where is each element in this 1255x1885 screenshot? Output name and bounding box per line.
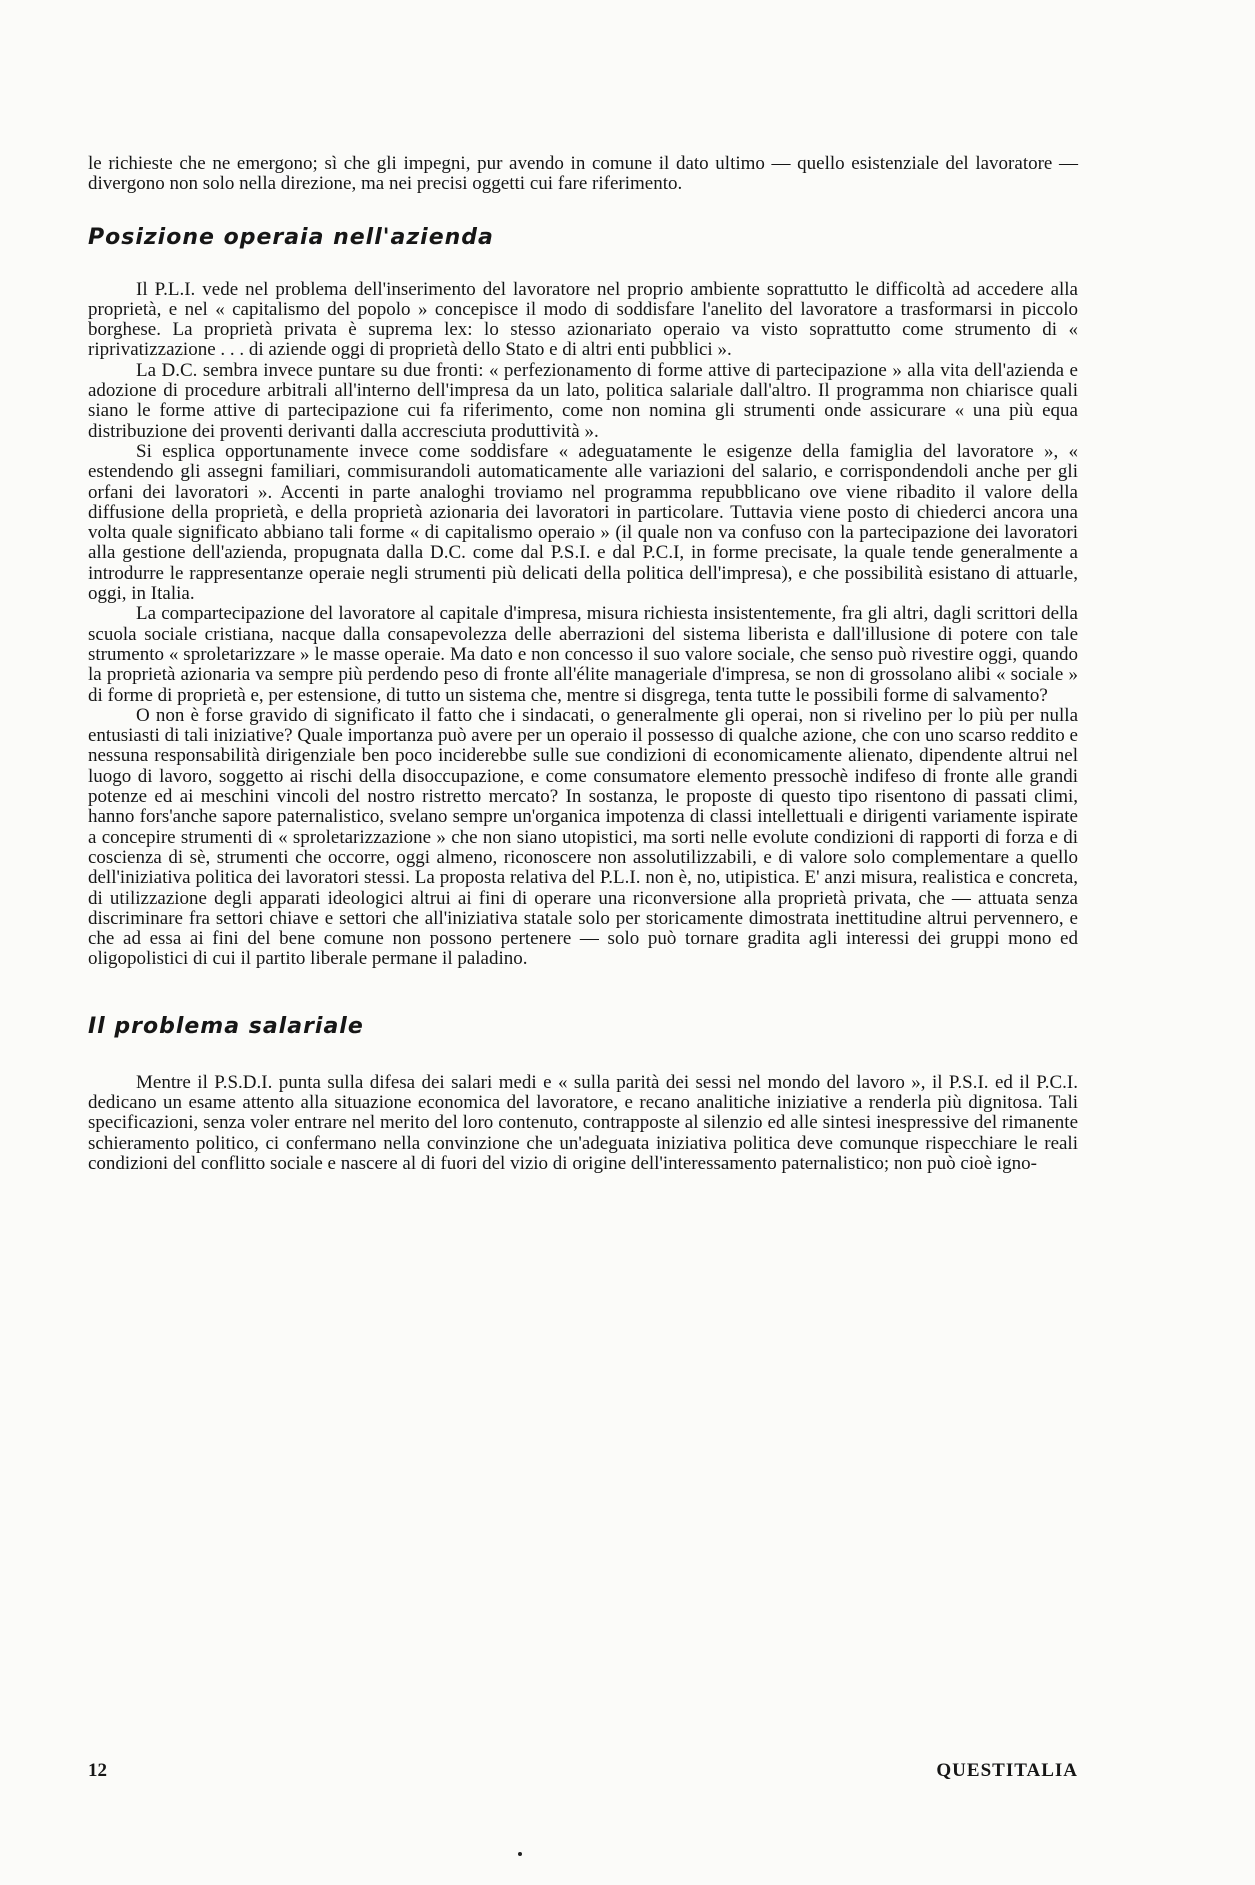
paragraph: Mentre il P.S.D.I. punta sulla difesa dei salari medi e « sulla parità dei sessi nel mondo del lavoro », il P.S.I. ed il P.C.I. dedicano un esame attento alla situazione economica del lavoratore, e recano analitiche iniziative a renderla più dignitosa. Tali specificazioni, senza voler entrare nel merito del loro contenuto, contrapposte al silenzio ed alle sintesi inespressive del rimanente schieramento politico, ci confermano nella convinzione che un'adeguata iniziativa politica deve comunque rispecchiare le reali condizioni del conflitto sociale e nascere al di fuori del vizio di origine dell'interessamento paternalistico; non può cioè igno- (88, 1071, 1078, 1174)
magazine-name: QUESTITALIA (936, 1760, 1078, 1781)
paragraph: Il P.L.I. vede nel problema dell'inserimento del lavoratore nel proprio ambiente soprattutto le difficoltà ad accedere alla proprietà, e nel « capitalismo del popolo » concepisce il modo di soddisfare l'anelito del lavoratore a trasformarsi in piccolo borghese. La proprietà privata è suprema lex: lo stesso azionariato operaio va visto soprattutto come strumento di « riprivatizzazione . . . di aziende oggi di proprietà dello Stato e di altri enti pubblici ». (88, 278, 1078, 361)
article-body (88, 154, 1078, 1174)
paragraph: La D.C. sembra invece puntare su due fronti: « perfezionamento di forme attive di partecipazione » alla vita dell'azienda e adozione di procedure arbitrali all'interno dell'impresa da un lato, politica salariale dall'altro. Il programma non chiarisce quali siano le forme attive di partecipazione cui fa riferimento, come non nomina gli strumenti onde assicurare « una più equa distribuzione dei proventi derivanti dalla accresciuta produttività ». (88, 359, 1078, 442)
paragraph: Si esplica opportunamente invece come soddisfare « adeguatamente le esigenze della famiglia del lavoratore », « estendendo gli assegni familiari, commisurandoli automaticamente alle variazioni del salario, e corrispondendoli anche per gli orfani dei lavoratori ». Accenti in parte analoghi troviamo nel programma repubblicano ove viene ribadito il valore della diffusione della proprietà, e della proprietà azionaria dei lavoratori in particolare. Tuttavia viene posto di chiederci ancora una volta quale significato abbiano tali forme « di capitalismo operaio » (il quale non va confuso con la partecipazione dei lavoratori alla gestione dell'azienda, propugnata dalla D.C. come dal P.S.I. e dal P.C.I, in forme precisate, la quale tende generalmente a introdurre le rappresentanze operaie negli strumenti più delicati della politica dell'impresa), e che possibilità esistano di attuarle, oggi, in Italia. (88, 440, 1078, 605)
scan-speck (518, 1852, 522, 1856)
section-heading-workers-position: Posizione operaia nell'azienda (88, 224, 494, 250)
page-number: 12 (88, 1760, 107, 1781)
section-heading-wage-problem: Il problema salariale (88, 1013, 364, 1039)
opening-paragraph: le richieste che ne emergono; sì che gli impegni, pur avendo in comune il dato ultimo — quello esistenziale del lavoratore — divergono non solo nella direzione, ma nei precisi oggetti cui fare riferimento. (88, 153, 1078, 195)
paragraph: O non è forse gravido di significato il fatto che i sindacati, o generalmente gli operai, non si rivelino per lo più per nulla entusiasti di tali iniziative? Quale importanza può avere per un operaio il possesso di qualche azione, che con uno scarso reddito e nessuna responsabilità dirigenziale ben poco inciderebbe sulle sue condizioni di economicamente alienato, dipendente altrui nel luogo di lavoro, soggetto ai rischi della disoccupazione, e come consumatore elemento pressochè indifeso di fronte alle grandi potenze ed ai meschini vincoli del nostro ristretto mercato? In sostanza, le proposte di questo tipo risentono di passati climi, hanno fors'anche sapore paternalistico, svelano sempre un'organica impotenza di classi intellettuali e dirigenti variamente ispirate a concepire strumenti di « sproletarizzazione » che non siano utopistici, ma sorti nelle evolute condizioni di rapporti di forza e di coscienza di sè, strumenti che occorre, oggi almeno, riconoscere non assolutilizzabili, e di valore solo complementare a quello dell'iniziativa politica dei lavoratori stessi. La proposta relativa del P.L.I. non è, no, utipistica. E' anzi misura, realistica e concreta, di utilizzazione degli apparati ideologici altrui ai fini di operare una riconversione alla proprietà privata, che — attuata senza discriminare fra settori chiave e settori che all'iniziativa statale solo per storicamente dimostrata inettitudine altrui pervennero, e che ad essa ai fini del bene comune non possono pertenere — solo può tornare gradita agli interessi dei gruppi mono ed oligopolistici di cui il partito liberale permane il paladino. (88, 704, 1078, 970)
paragraph: La compartecipazione del lavoratore al capitale d'impresa, misura richiesta insistentemente, fra gli altri, dagli scrittori della scuola sociale cristiana, nacque dalla consapevolezza delle aberrazioni del sistema liberista e dall'illusione di potere con tale strumento « sproletarizzare » le masse operaie. Ma dato e non concesso il suo valore sociale, che senso può rivestire oggi, quando la proprietà azionaria va sempre più perdendo peso di fronte all'élite manageriale d'impresa, se non di grossolano alibi « sociale » di forme di proprietà e, per estensione, di tutto un sistema che, mentre si disgrega, tenta tutte le possibili forme di salvamento? (88, 603, 1078, 706)
page-footer (88, 1760, 1078, 1790)
